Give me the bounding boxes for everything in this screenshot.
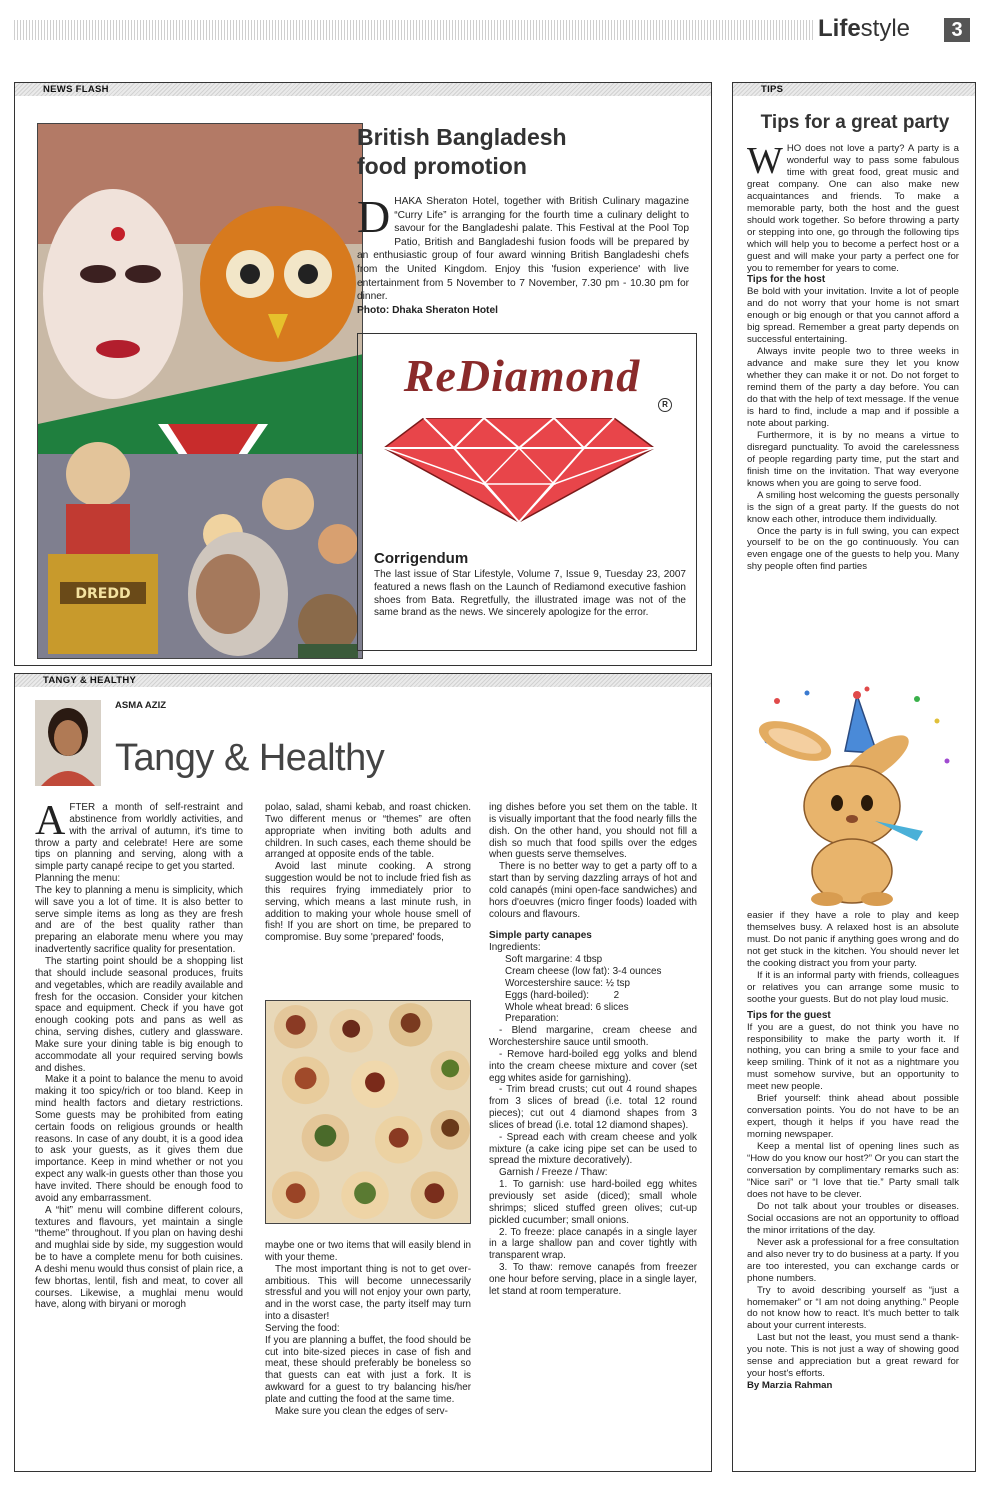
diamond-logo-graphic: [384, 418, 654, 522]
tips-byline: By Marzia Rahman: [747, 1380, 833, 1392]
canapes-photo: [265, 1000, 471, 1224]
tangy-col1-para-2: The key to planning a menu is simplicity, which will save you a lot of time. It is also better to serve simple items as long as they are fresh and are of the best quality rather than preparing an elaborate menu where you may inadvertently sacrifice quality for presentation.: [35, 884, 243, 956]
garnish-label: Garnish / Freeze / Thaw:: [499, 1167, 608, 1179]
news-flash-section: [14, 82, 712, 666]
tangy-intro: FTER a month of self-restraint and abstinence from worldly activities, and with the arrival of autumn, it's time to throw a party and celebrate! Here are some tips on planning and serving, along with a simple party canapé recipe to get you started.: [35, 802, 243, 873]
tangy-col3-para-2: There is no better way to get a party off to a start than by serving dazzling arrays of hot and cold canapés (mini open-face sandwiches) and hors d'oeuvres (micro finger foods) loaded with colours and flavours.: [489, 861, 697, 920]
host-tip-7: If it is an informal party with friends, colleagues or relatives you can arrange some music to soothe your guests. But do not play loud music.: [747, 969, 959, 1005]
host-tips-heading: Tips for the host: [747, 274, 826, 286]
news-flash-drop-cap: D: [357, 191, 391, 242]
guest-tip-7: Last but not the least, you must send a thank-you note. This is not just a way of showing good sense and appreciation but a great reward for your host's efforts.: [747, 1332, 959, 1380]
tips-section: [732, 82, 976, 1472]
tangy-column-3: [489, 802, 697, 1298]
author-photo: [35, 700, 101, 786]
tangy-col1-para-4: Make it a point to balance the menu to avoid making it too spicy/rich or too bland. Keep in mind health factors and dietary restrictions. Some guests may be prohibited from eating certain foods on religious grounds or health reasons. In case of any doubt, it is a good idea to ask your guests, as it gives them due importance. Keep in mind whether or not you expect any walk-in guests other than those you have invited. There should be enough food to avoid any embarrassment.: [35, 1074, 243, 1204]
rediamond-corrigendum-box: [357, 333, 697, 651]
news-flash-label: NEWS FLASH: [15, 83, 711, 96]
brand-prefix: Life: [818, 15, 861, 42]
tangy-label: TANGY & HEALTHY: [15, 674, 711, 687]
guest-tip-6: Try to avoid describing yourself as “just a homemaker” or “I am not doing anything.” People do not know how to react. It's much better to talk about your current interests.: [747, 1284, 959, 1332]
tangy-col2-para-5: If you are planning a buffet, the food should be cut into bite-sized pieces in case of fish and meat, these should preferably be boneless so that guests can eat with just a fork. It is awkward for a guest to try balancing his/her plate and cutting the food at the same time.: [265, 1334, 471, 1405]
host-tip-4: A smiling host welcoming the guests personally is the sign of a great party. If the guests do not know each other, introduce them individually.: [747, 489, 959, 525]
tangy-col2-para-1: polao, salad, shami kebab, and roast chicken. Two different menus or “themes” are often appropriate when inviting both adults and children. In such cases, each theme should be arranged at opposite ends of the table.: [265, 802, 471, 861]
ingredient-4: Eggs (hard-boiled): 2: [505, 989, 620, 1001]
news-flash-body: HAKA Sheraton Hotel, together with British Culinary magazine “Curry Life” is arranging for the fourth time a culinary delight to savour for the Bangladeshi palate. This Festival at the Pool Top Patio, British and Bangladeshi fusion foods will be prepared by an enthusiastic group of four award winning British Bangladeshi chefs from the United Kingdom. Enjoy this 'fusion experience' with live entertainment from 5 November to 7 November, 7.30 pm - 10.30 pm for dinner.: [357, 196, 689, 303]
tangy-col1-para-5: A “hit” menu will combine different colours, textures and flavours, yet maintain a single “theme” throughout. If you plan on having deshi and mughlai side by side, my suggestion would be to have a complete menu for both cuisines. A deshi menu would thus consist of plain rice, a few bhortas, lentil, fish and meat, to cover all courses. Likewise, a mughlai menu would have, along with biryani or morogh: [35, 1204, 243, 1311]
party-bunny-illustration: [747, 681, 961, 907]
ingredient-2: Cream cheese (low fat): 3-4 ounces: [505, 965, 662, 977]
tangy-column-2: [265, 802, 471, 944]
prep-step-2: - Remove hard-boiled egg yolks and blend into the cream cheese mixture and cover (set egg whites aside for garnishing).: [489, 1048, 697, 1084]
tips-article-top: [747, 140, 959, 573]
tangy-col2-para-4: The most important thing is not to get over-ambitious. This will become unnecessarily stressful and you will not enjoy your own party, and in the worst case, the party itself may turn into a disaster!: [265, 1263, 471, 1323]
registered-mark: R: [658, 398, 672, 412]
garnish-step: 1. To garnish: use hard-boiled egg whites previously set aside (diced); small whole shrimps; sliced stuffed green olives; cut-up pickled cucumber; small onions.: [489, 1179, 697, 1226]
host-tip-5: Once the party is in full swing, you can expect yourself to be on the go continuously. You can even engage one of the guests to help you. Many shy people often find parties: [747, 525, 959, 573]
tips-intro: HO does not love a party? A party is a wonderful way to pass some fabulous time with great food, great music and great company. One can also make new acquaintances and friends. To make a memorable party, both the host and the guest should work together. So before throwing a party or stepping into one, go through the following tips which will help you to become a perfect host or a guest and will make your party a perfect one for you to remember for years to come.: [747, 143, 959, 274]
tangy-col3-para-1: ing dishes before you set them on the table. It is visually important that the food nearly fills the dish. On the other hand, you should not fill a dish so much that food spills over the edges when guests serve themselves.: [489, 802, 697, 861]
news-flash-photo-credit: Photo: Dhaka Sheraton Hotel: [357, 304, 498, 316]
tips-title: Tips for a great party: [760, 112, 950, 133]
tangy-column-1: [35, 798, 243, 1311]
tips-article-bottom: [747, 910, 959, 1392]
tangy-healthy-section: [14, 673, 712, 1472]
tangy-drop-cap: A: [35, 798, 66, 844]
news-flash-title-line1: British Bangladesh: [357, 124, 567, 150]
prep-step-3: - Trim bread crusts; cut out 4 round shapes from 3 slices of bread (i.e. total 12 round pieces); cut out 4 diamond shapes from 3 slices of bread (i.e. total 12 diamond shapes).: [489, 1084, 697, 1131]
news-flash-article: [357, 191, 689, 317]
guest-tip-5: Never ask a professional for a free consultation and also never try to do business at a party. If you are too interested, you can exchange cards or phone numbers.: [747, 1236, 959, 1284]
page-number: 3: [944, 18, 970, 42]
tangy-col1-para-3: The starting point should be a shopping list that should include seasonal produces, fruits and vegetables, which are readily available and fresh for the occasion. Consider your kitchen space and equipment. Check if you have got enough cooking pots and pans as well as china, serving dishes, cutlery and glassware. Make sure your dining table is big enough to accommodate all your required serving bowls and dishes.: [35, 955, 243, 1074]
rediamond-logo: ReDiamond: [403, 350, 641, 401]
brand-logo: [818, 16, 910, 42]
guest-tips-heading: Tips for the guest: [747, 1009, 831, 1021]
tangy-col2-para-6: Make sure you clean the edges of serv-: [275, 1405, 448, 1417]
canapes-recipe-heading: Simple party canapes: [489, 930, 592, 942]
guest-tip-1: If you are a guest, do not think you have no responsibility to make the party worth it. If nothing, you can bring a smile to your face and keep smiling. Think of it not as a nightmare you must somehow survive, but an opportunity to meet new people.: [747, 1021, 959, 1093]
thaw-step: 3. To thaw: remove canapés from freezer one hour before serving, place in a single layer, let stand at room temperature.: [489, 1262, 697, 1297]
brand-suffix: style: [860, 15, 911, 42]
header-rule-pattern: [14, 20, 814, 40]
prep-step-1: - Blend margarine, cream cheese and Worchestershire sauce until smooth.: [489, 1025, 697, 1049]
food-festival-collage-image: [37, 123, 363, 659]
author-name: ASMA AZIZ: [115, 700, 167, 711]
preparation-label: Preparation:: [505, 1013, 559, 1025]
ingredient-5: Whole wheat bread: 6 slices: [505, 1001, 629, 1013]
serving-heading: Serving the food:: [265, 1322, 340, 1334]
tangy-col2-para-3: maybe one or two items that will easily blend in with your theme.: [265, 1240, 471, 1263]
host-tip-6: easier if they have a role to play and keep themselves busy. A relaxed host is an absolute must. Do not panic if anything goes wrong and do not get stuck in the kitchen. You should never let the cooking distract you from your party.: [747, 910, 959, 969]
news-flash-title: [357, 123, 697, 181]
corrigendum-title: Corrigendum: [374, 550, 469, 567]
tips-label: TIPS: [733, 83, 975, 96]
guest-tip-3: Keep a mental list of opening lines such as “How do you know our host?” Or you can start the conversation by complimentary remarks such as: “Nice sari” or “I love that tie.” Party small talk does not have to be clever.: [747, 1141, 959, 1200]
guest-tip-2: Brief yourself: think ahead about possible conversation points. You do not have to be an expert, though it helps if you have read the morning newspaper.: [747, 1093, 959, 1141]
tips-drop-cap: W: [747, 140, 783, 182]
host-tip-1: Be bold with your invitation. Invite a lot of people and do not worry that your home is not smart enough or big enough or that you cannot afford a big spread. Remember a great party depends on successful entertaining.: [747, 286, 959, 346]
corrigendum-body: The last issue of Star Lifestyle, Volume 7, Issue 9, Tuesday 23, 2007 featured a news flash on the Launch of Rediamond executive fashion shoes from Bata. Regretfully, the illustrated image was not of the same brand as the news. We sincerely apologize for the error.: [374, 569, 686, 619]
host-tip-3: Furthermore, it is by no means a virtue to disregard punctuality. To avoid the carelessness of people regarding party time, put the start and finish time on the invitation. That way everyone knows when you are going to serve food.: [747, 429, 959, 489]
ingredient-3: Worcestershire sauce: ½ tsp: [505, 977, 630, 989]
collage-label: DREDD: [75, 586, 131, 602]
guest-tip-4: Do not talk about your troubles or diseases. Social occasions are not an opportunity to offload the minor irritations of the day.: [747, 1200, 959, 1236]
prep-step-4: - Spread each with cream cheese and yolk mixture (a cake icing pipe set can be used to spread the mixture decoratively).: [489, 1131, 697, 1167]
news-flash-title-line2: food promotion: [357, 153, 527, 179]
ingredients-label: Ingredients:: [489, 942, 541, 954]
page-header: [0, 0, 996, 48]
tangy-col2-para-2: Avoid last minute cooking. A strong suggestion would be not to include fried fish as this requires frying immediately prior to serving, which means a last minute rush, in addition to making your whole house smell of fish! If you are short on time, be prepared to compromise. Buy some 'prepared' foods,: [265, 861, 471, 944]
ingredient-1: Soft margarine: 4 tbsp: [505, 954, 603, 966]
freeze-step: 2. To freeze: place canapés in a single layer in a large shallow pan and cover tightly with transparent wrap.: [489, 1226, 697, 1262]
host-tip-2: Always invite people two to three weeks in advance and make sure they let you know whether they can make it or not. Do not forget to remind them of the party a day before. You can do that with the help of text message. If the venue is hard to find, include a map and if possible a note about parking.: [747, 346, 959, 429]
planning-heading: Planning the menu:: [35, 873, 121, 885]
tangy-title: Tangy & Healthy: [115, 737, 385, 779]
tangy-column-2-lower: [265, 1240, 471, 1418]
